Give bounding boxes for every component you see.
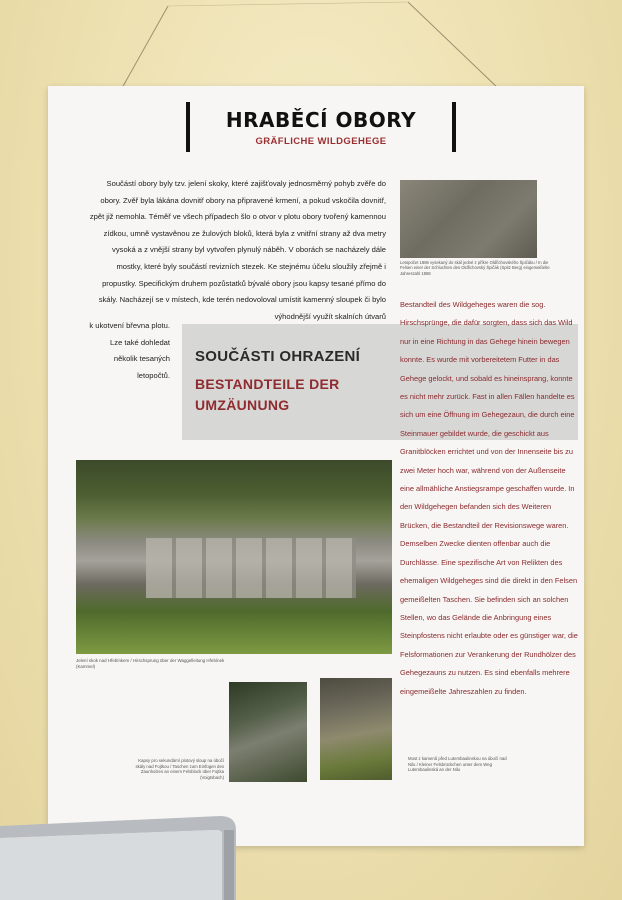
title-block	[186, 102, 456, 152]
photo-rock-pockets	[229, 682, 307, 782]
page-subtitle: GRÄFLICHE WILDGEHEGE	[255, 136, 387, 147]
stone-wall-shape	[146, 538, 356, 598]
czech-paragraph-tail: k ukotvení břevna plotu. Lze také dohledat několik tesaných letopočtů.	[89, 321, 170, 380]
german-paragraph: Bestandteil des Wildgeheges waren die sog. Hirschsprünge, die dafür sorgten, dass sich das Wild nur in eine Richtung in das Gehege hinein bewegen konnte. Es wurde mit vorbereitetem Futter in das Gehege gelockt, und sobald es hineinsprang, konnte es nicht mehr zurück. Fast in allen Fällen handelte es sich um eine Öffnung im Gehegezaun, die durch eine Steinmauer gebildet wurde, die geschickt aus Granitblöcken errichtet und von der Innenseite bis zu zwei Meter hoch war, während von der Außenseite eine allmähliche Anstiegsrampe geschaffen wurde. In den Wildgehegen befanden sich des Weiteren Brücken, die Bestandteil der Revisionswege waren. Demselben Zwecke dienten offenbar auch die Durchlässe. Eine spezifische Art von Relikten des ehemaligen Wildgeheges sind die direkt in den Felsen gemeißelten Taschen. Sie befinden sich an solchen Stellen, wo das Gelände die Anbringung eines Steinpfostens nicht erlaubte oder es günstiger war, die Felsformationen zur Verankerung der Rundhölzer des Gehegezauns zu nutzen. Es sind ebenfalls mehrere eingemeißelte Jahreszahlen zu finden.	[400, 300, 578, 696]
caption-rock-pockets: Kapsy pro sekundární plotový sloup na úbočí skály nad Fojtkou / Taschen zum Einfügen des Zaunholzes an einem Felsblock über Fojtka (Voigtsbach)	[135, 758, 224, 780]
display-stand	[0, 808, 240, 900]
photo-stone-bridge	[320, 678, 392, 780]
photo-deer-jump	[76, 460, 392, 654]
section-title-german: BESTANDTEILE DER UMZÄUNUNG	[195, 376, 340, 413]
photo-carved-year	[400, 180, 537, 258]
caption-carved-year: Letopočet 1886 vysekaný do skál jedné z příkre Oldřichovského Špičáku / In die Felsen einer der Schluchten des Oldřichovský Špičák (Spitz Berg) eingemeißelte Jahreszahl 1886	[400, 260, 550, 276]
hanging-wire	[0, 0, 622, 100]
caption-deer-jump: Jelení skok nad Hřebínkem / Hirschsprung über der Waggelleitung Hřebínek (Kammel)	[76, 658, 225, 669]
czech-paragraph: Součástí obory byly tzv. jelení skoky, které zajišťovaly jednosměrný pohyb zvěře do obory. Zvěř byla lákána dovnitř obory na připravené krmení, a pokud vskočila dovnitř, zpět již nemohla. Téměř ve všech případech šlo o otvor v plotu obory tvořený kamennou zídkou, umně vystavěnou ze žulových bloků, která byla z vnitřní strany až dva metry vysoká a z vnější strany byl vytvořen plynulý náběh. V oborách se nacházely dále mostky, které byly součástí revizních stezek. Ke stejnému účelu sloužily zřejmě i propustky. Specifickým druhem pozůstatků bývalé obory jsou kapsy tesané přímo do skály. Nacházejí se v místech, kde terén nedovoloval umístit kamenný sloupek či bylo výhodnější využít skalních útvarů	[89, 179, 386, 321]
page-title: HRABĚCÍ OBORY	[225, 108, 417, 132]
exhibition-poster	[48, 86, 584, 846]
section-title-czech: SOUČÁSTI OHRAZENÍ	[195, 348, 361, 365]
caption-stone-bridge: Most z kamenů před Lutembaulinskou na úbočí nad Nilu / Kleiner Felsbrückchen unter dem Weg Lutembaulinská an der Nilu	[408, 756, 507, 773]
